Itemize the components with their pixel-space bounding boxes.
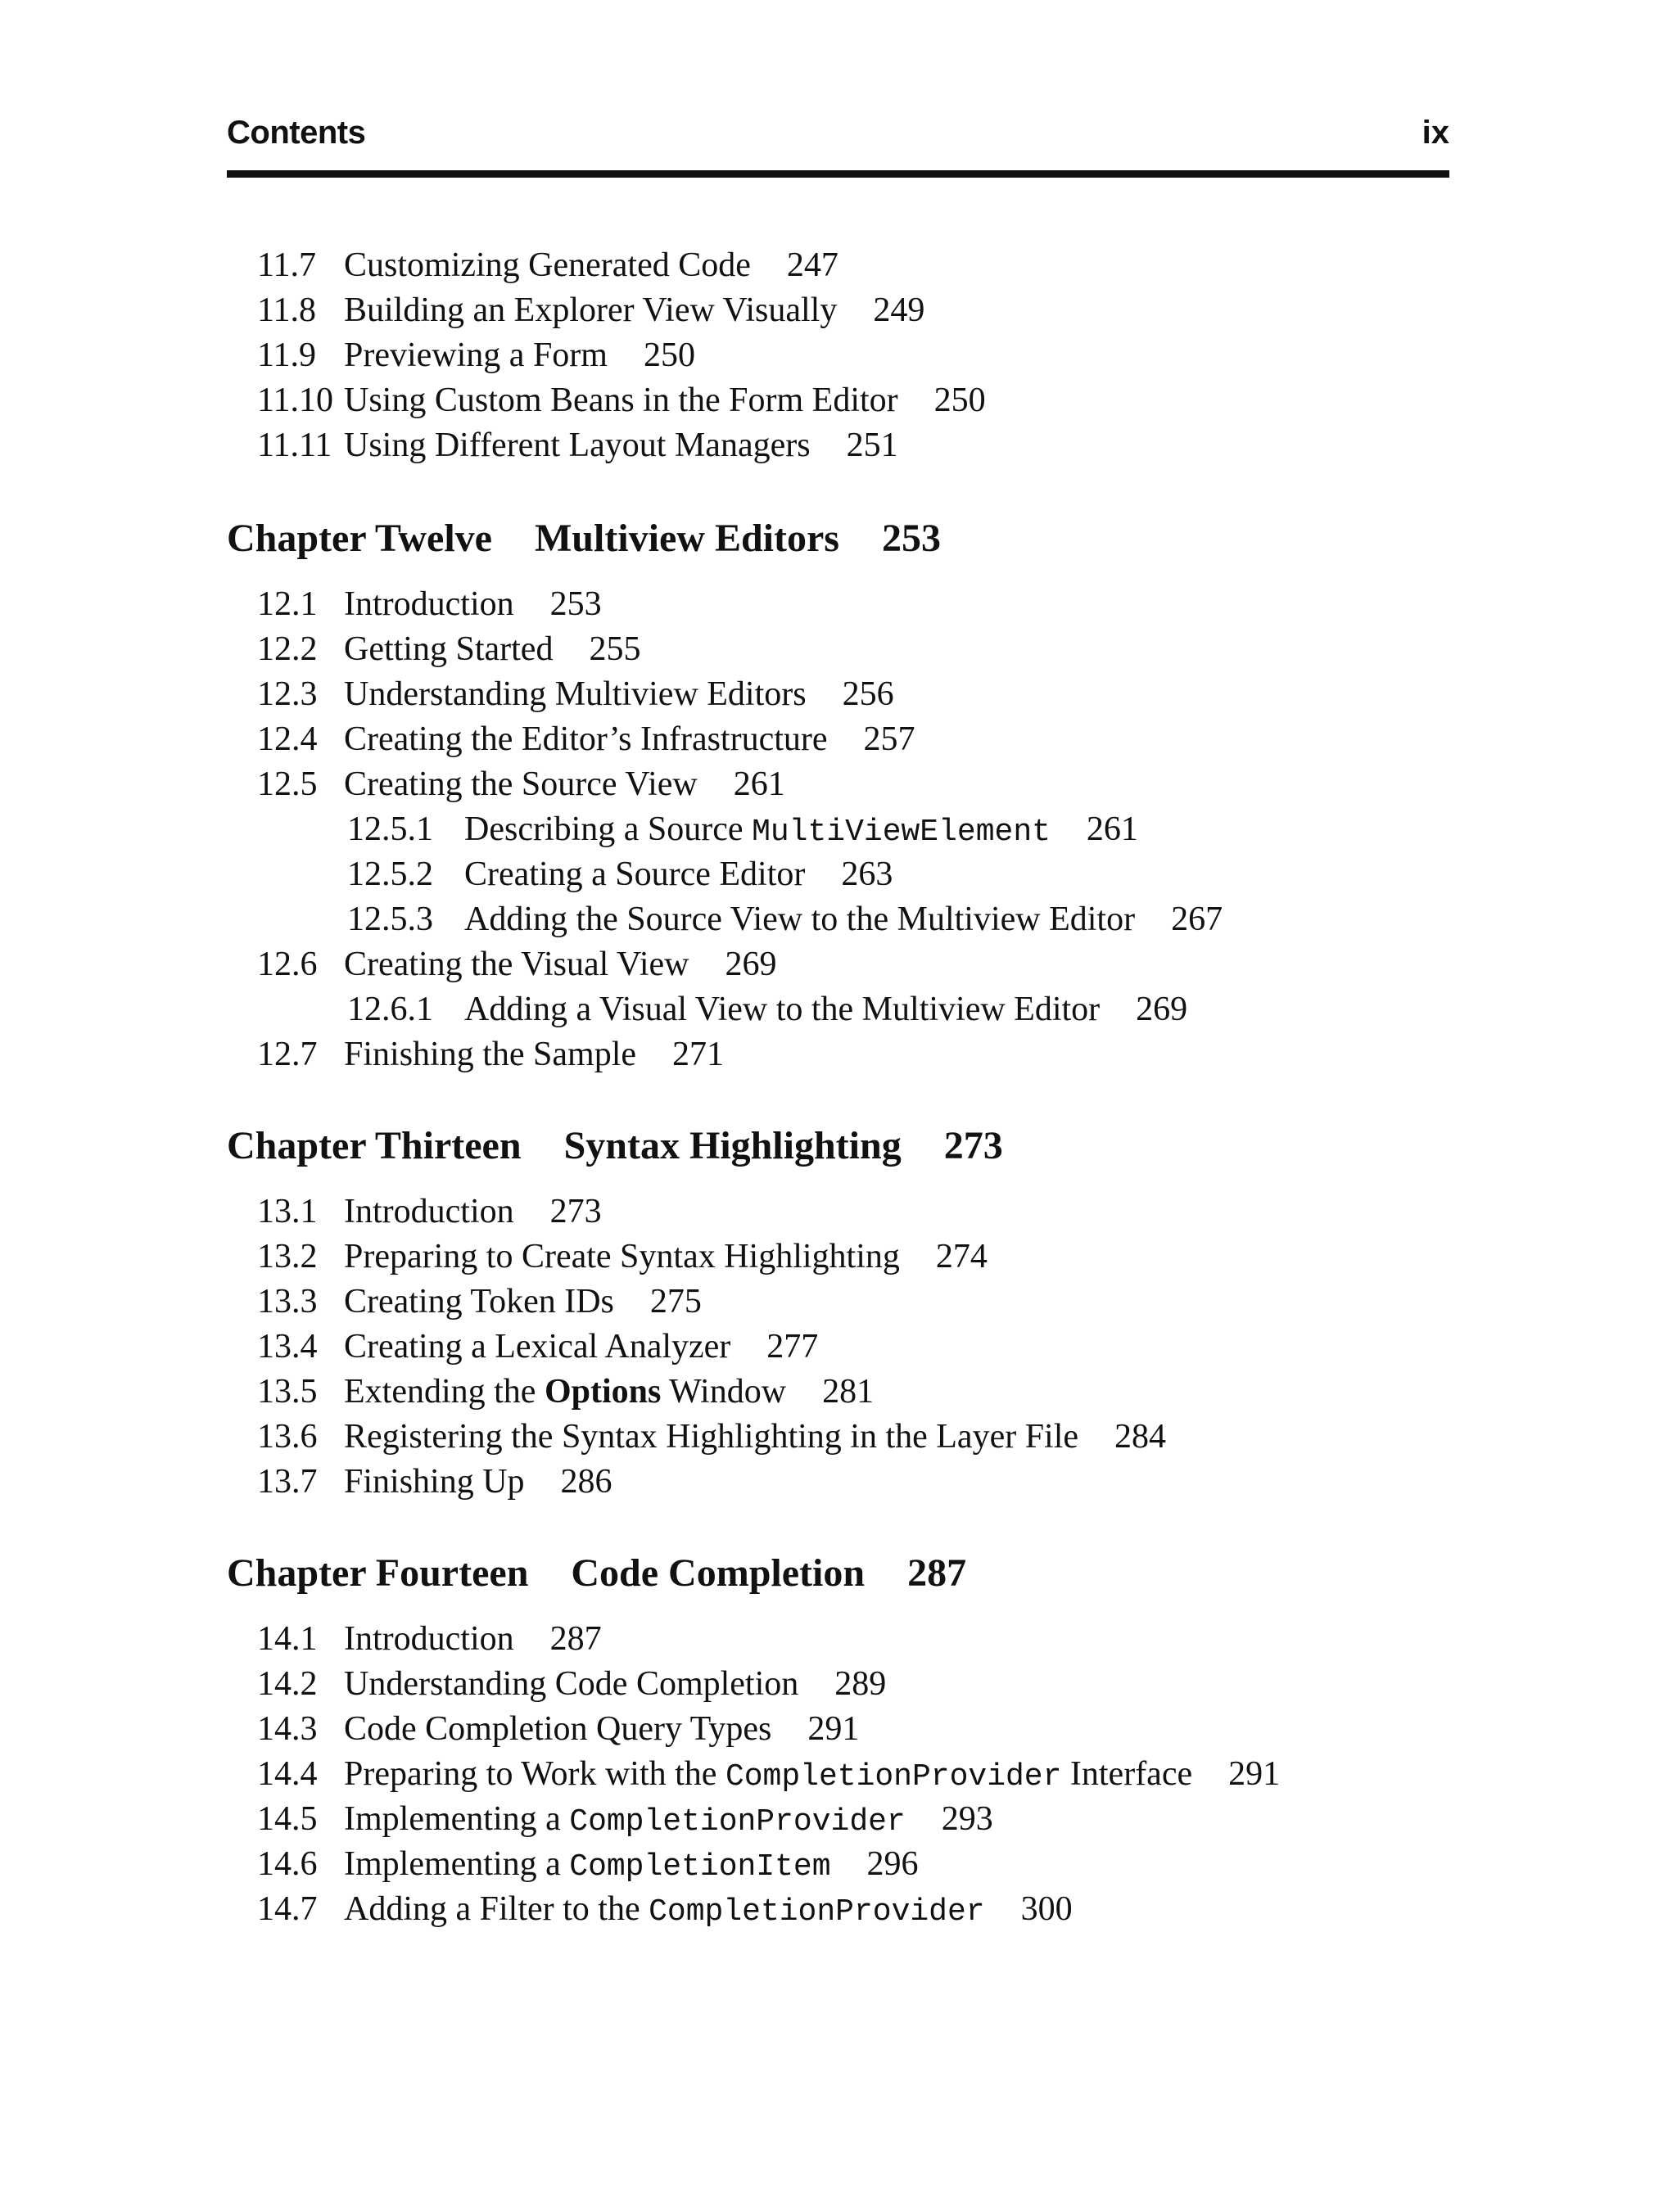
section-title: Creating a Lexical Analyzer <box>344 1328 731 1366</box>
section-title: Creating the Editor’s Infrastructure <box>344 720 828 758</box>
section-number: 14.3 <box>257 1710 318 1748</box>
toc-entry[interactable] <box>257 1465 612 1499</box>
toc-entry[interactable] <box>257 1622 602 1656</box>
section-page: 274 <box>935 1238 988 1275</box>
toc-entry[interactable] <box>257 1284 702 1319</box>
section-page: 289 <box>834 1665 887 1703</box>
section-page: 256 <box>842 675 894 713</box>
section-page: 255 <box>589 630 641 668</box>
subsection-number: 12.5.1 <box>347 810 433 848</box>
toc-entry[interactable] <box>257 293 924 327</box>
title-text-after: Window <box>669 1373 787 1411</box>
subsection-number: 12.5.2 <box>347 855 433 893</box>
section-number: 13.7 <box>257 1463 318 1501</box>
section-title: Preparing to Create Syntax Highlighting <box>344 1238 900 1275</box>
section-number: 12.5 <box>257 765 318 803</box>
toc-entry[interactable] <box>257 383 986 418</box>
section-number: 14.7 <box>257 1890 318 1928</box>
section-page: 251 <box>846 427 898 464</box>
toc-entry[interactable] <box>257 1329 818 1364</box>
chapter-title: Multiview Editors <box>534 517 839 560</box>
section-page: 286 <box>560 1463 612 1501</box>
section-number: 13.3 <box>257 1283 318 1320</box>
section-number: 12.3 <box>257 675 318 713</box>
toc-entry[interactable] <box>257 1375 874 1409</box>
subsection-page: 263 <box>841 855 893 893</box>
section-title: Getting Started <box>344 630 554 668</box>
section-title: Registering the Syntax Highlighting in the Layer File <box>344 1418 1079 1456</box>
section-title: Previewing a Form <box>344 336 608 374</box>
section-number: 11.10 <box>257 381 333 419</box>
toc-entry[interactable] <box>257 1239 988 1274</box>
code-term: CompletionProvider <box>649 1894 985 1930</box>
section-page: 284 <box>1114 1418 1167 1456</box>
subsection-page: 269 <box>1136 991 1188 1028</box>
subsection-title <box>464 812 1051 848</box>
title-bold-term: Options <box>544 1373 662 1411</box>
section-page: 250 <box>933 381 986 419</box>
toc-entry[interactable] <box>257 1712 859 1746</box>
toc-subentry[interactable] <box>347 812 1138 848</box>
section-number: 14.5 <box>257 1800 318 1838</box>
section-page: 275 <box>649 1283 702 1320</box>
chapter-title: Code Completion <box>571 1551 866 1595</box>
section-number: 11.9 <box>257 336 316 374</box>
toc-entry[interactable] <box>257 1847 919 1883</box>
section-title: Building an Explorer View Visually <box>344 291 838 329</box>
section-page: 277 <box>766 1328 819 1366</box>
subsection-title: Adding a Visual View to the Multiview Editor <box>464 991 1101 1028</box>
section-page: 269 <box>725 946 777 983</box>
code-term: MultiViewElement <box>752 815 1051 850</box>
section-title <box>344 1847 831 1883</box>
toc-entry[interactable] <box>257 677 894 711</box>
section-title: Understanding Code Completion <box>344 1665 799 1703</box>
code-term: CompletionItem <box>569 1849 831 1885</box>
title-text: Implementing a <box>344 1800 561 1838</box>
page-number: ix <box>1422 115 1449 151</box>
section-title: Finishing the Sample <box>344 1036 636 1073</box>
toc-entry[interactable] <box>257 248 838 282</box>
toc-entry[interactable] <box>257 1420 1166 1454</box>
toc-entry[interactable] <box>257 1802 993 1838</box>
section-title <box>344 1375 786 1409</box>
section-page: 257 <box>863 720 915 758</box>
section-number: 12.4 <box>257 720 318 758</box>
section-title <box>344 1757 1192 1793</box>
chapter-page: 273 <box>943 1124 1003 1167</box>
section-number: 12.7 <box>257 1036 318 1073</box>
section-title: Code Completion Query Types <box>344 1710 772 1748</box>
title-text-after: Interface <box>1069 1755 1193 1793</box>
section-number: 11.7 <box>257 246 316 284</box>
code-term: CompletionProvider <box>725 1759 1062 1794</box>
section-title: Understanding Multiview Editors <box>344 675 807 713</box>
title-text: Adding a Filter to the <box>344 1890 640 1928</box>
toc-entry[interactable] <box>257 587 602 621</box>
section-page: 273 <box>549 1193 602 1230</box>
toc-entry[interactable] <box>257 428 898 463</box>
chapter-heading-14[interactable] <box>227 1551 967 1595</box>
chapter-title: Syntax Highlighting <box>563 1124 902 1167</box>
section-number: 12.2 <box>257 630 318 668</box>
code-term: CompletionProvider <box>569 1804 906 1840</box>
section-page: 296 <box>866 1845 919 1883</box>
section-page: 291 <box>1228 1755 1281 1793</box>
chapter-heading-13[interactable] <box>227 1126 1003 1166</box>
section-number: 13.5 <box>257 1373 318 1411</box>
toc-entry[interactable] <box>257 338 695 372</box>
section-number: 11.11 <box>257 427 332 464</box>
section-number: 14.4 <box>257 1755 318 1793</box>
section-page: 293 <box>941 1800 993 1838</box>
chapter-page: 253 <box>881 517 941 560</box>
section-number: 13.4 <box>257 1328 318 1366</box>
chapter-name: Chapter Fourteen <box>227 1551 529 1595</box>
toc-entry[interactable] <box>257 1892 1073 1928</box>
toc-entry[interactable] <box>257 722 915 756</box>
section-title: Using Custom Beans in the Form Editor <box>344 381 898 419</box>
toc-entry[interactable] <box>257 632 640 666</box>
title-text: Describing a Source <box>464 810 744 848</box>
toc-entry[interactable] <box>257 1194 602 1229</box>
section-title: Creating Token IDs <box>344 1283 614 1320</box>
toc-entry[interactable] <box>257 1037 724 1072</box>
chapter-page: 287 <box>907 1551 967 1595</box>
section-title: Customizing Generated Code <box>344 246 751 284</box>
section-number: 11.8 <box>257 291 316 329</box>
subsection-title: Adding the Source View to the Multiview Editor <box>464 901 1136 938</box>
section-title: Introduction <box>344 585 514 623</box>
toc-entry[interactable] <box>257 767 785 801</box>
toc-entry[interactable] <box>257 947 777 982</box>
toc-entry[interactable] <box>257 1667 886 1701</box>
section-page: 271 <box>672 1036 724 1073</box>
section-page: 247 <box>786 246 838 284</box>
chapter-name: Chapter Twelve <box>227 517 492 560</box>
section-page: 253 <box>549 585 602 623</box>
toc-entry[interactable] <box>257 1757 1280 1793</box>
section-title: Finishing Up <box>344 1463 525 1501</box>
running-head-title: Contents <box>227 115 366 151</box>
section-title <box>344 1802 906 1838</box>
toc-subentry[interactable] <box>347 992 1187 1027</box>
section-title: Introduction <box>344 1620 514 1658</box>
section-number: 12.6 <box>257 946 318 983</box>
title-text-before: Preparing to Work with the <box>344 1755 717 1793</box>
section-page: 287 <box>549 1620 602 1658</box>
section-page: 249 <box>873 291 925 329</box>
title-text: Implementing a <box>344 1845 561 1883</box>
section-number: 13.1 <box>257 1193 318 1230</box>
toc-subentry[interactable] <box>347 857 893 892</box>
subsection-number: 12.6.1 <box>347 991 433 1028</box>
section-title: Using Different Layout Managers <box>344 427 811 464</box>
chapter-heading-12[interactable] <box>227 519 941 558</box>
title-text-before: Extending the <box>344 1373 536 1411</box>
section-page: 291 <box>807 1710 860 1748</box>
section-title: Creating the Visual View <box>344 946 689 983</box>
section-title <box>344 1892 985 1928</box>
subsection-title: Creating a Source Editor <box>464 855 806 893</box>
section-page: 250 <box>643 336 695 374</box>
page-header <box>227 115 1449 172</box>
subsection-page: 267 <box>1171 901 1223 938</box>
section-number: 14.2 <box>257 1665 318 1703</box>
subsection-number: 12.5.3 <box>347 901 433 938</box>
section-number: 14.6 <box>257 1845 318 1883</box>
section-number: 12.1 <box>257 585 318 623</box>
section-number: 14.1 <box>257 1620 318 1658</box>
section-number: 13.6 <box>257 1418 318 1456</box>
chapter-name: Chapter Thirteen <box>227 1124 522 1167</box>
section-title: Introduction <box>344 1193 514 1230</box>
header-rule <box>227 170 1449 178</box>
toc-subentry[interactable] <box>347 902 1223 937</box>
subsection-page: 261 <box>1086 810 1138 848</box>
section-page: 261 <box>733 765 785 803</box>
section-number: 13.2 <box>257 1238 318 1275</box>
section-page: 281 <box>822 1373 875 1411</box>
section-title: Creating the Source View <box>344 765 698 803</box>
section-page: 300 <box>1020 1890 1073 1928</box>
